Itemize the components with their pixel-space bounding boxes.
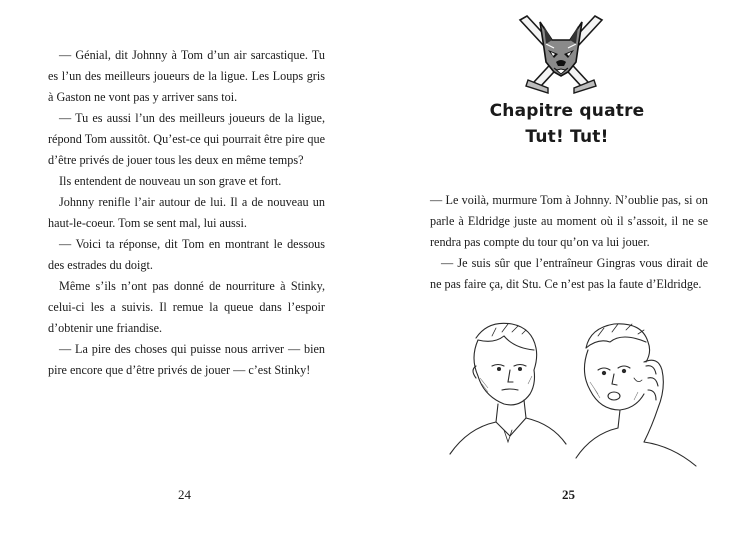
two-boys-illustration <box>448 318 703 470</box>
wolf-hockey-sticks-icon <box>518 14 604 94</box>
page-number: 24 <box>178 487 191 502</box>
right-page-text <box>430 190 708 295</box>
chapter-label: Chapitre quatre <box>489 101 645 121</box>
paragraph: — Voici ta réponse, dit Tom en montrant le dessous des estrades du doigt. <box>48 237 325 272</box>
paragraph: — Je suis sûr que l’entraîneur Gingras vous dirait de ne pas faire ça, dit Stu. Ce n’est pas la faute d’Eldridge. <box>430 256 708 291</box>
paragraph: Ils entendent de nouveau un son grave et fort. <box>59 174 282 188</box>
paragraph: Johnny renifle l’air autour de lui. Il a de nouveau un haut-le-coeur. Tom se sent mal, lui aussi. <box>48 195 325 230</box>
right-page <box>378 0 756 549</box>
paragraph: — La pire des choses qui puisse nous arriver — bien pire encore que d’être privés de jouer — c’est Stinky! <box>48 342 325 377</box>
paragraph: — Génial, dit Johnny à Tom d’un air sarcastique. Tu es l’un des meilleurs joueurs de la ligue. Les Loups gris à Gaston ne vont pas y arriver sans toi. <box>48 48 325 104</box>
chapter-title: Tut! Tut! <box>525 127 609 147</box>
paragraph: — Tu es aussi l’un des meilleurs joueurs de la ligue, répond Tom aussitôt. Qu’est-ce qui pourrait être pire que d’être privés de jouer tous les deux en même temps? <box>48 111 325 167</box>
chapter-heading <box>378 98 756 150</box>
left-page-text <box>48 45 325 381</box>
paragraph: — Le voilà, murmure Tom à Johnny. N’oublie pas, si on parle à Eldridge juste au moment où il s’assoit, il ne se rendra pas compte du tour qu’on va lui jouer. <box>430 193 708 249</box>
paragraph: Même s’ils n’ont pas donné de nourriture à Stinky, celui-ci les a suivis. Il remue la queue dans l’espoir d’obtenir une friandise. <box>48 279 325 335</box>
page-number: 25 <box>562 487 575 502</box>
